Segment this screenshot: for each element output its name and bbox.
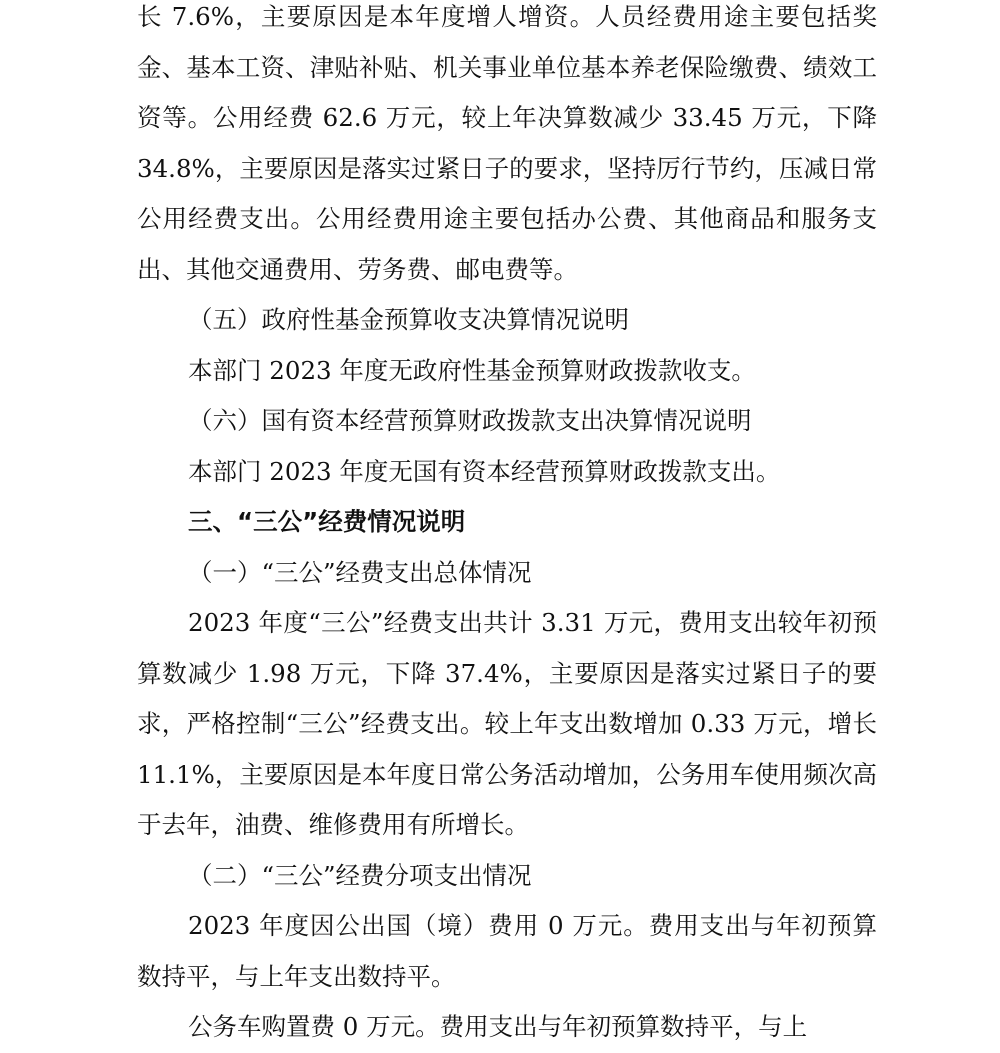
paragraph-government-fund-none: 本部门 2023 年度无政府性基金预算财政拨款收支。	[188, 355, 756, 385]
paragraph-three-public-overall: 2023 年度“三公”经费支出共计 3.31 万元，费用支出较年初预算数减少 1.98 万元，下降 37.4%，主要原因是落实过紧日子的要求，严格控制“三公”经费支出。较上年支出数增加 0.33 万元，增长 11.1%，主要原因是本年度日常公务活动增加，公务用车使用频次高于去年，油费、维修费用有所增长。	[137, 608, 877, 839]
document-body	[137, 0, 877, 1053]
heading-three-public-overall: （一）“三公”经费支出总体情况	[188, 557, 532, 587]
paragraph-personnel-and-public-expenses: 长 7.6%，主要原因是本年度增人增资。人员经费用途主要包括奖金、基本工资、津贴补贴、机关事业单位基本养老保险缴费、绩效工资等。公用经费 62.6 万元，较上年决算数减少 33.45 万元，下降 34.8%，主要原因是落实过紧日子的要求，坚持厉行节约，压减日常公用经费支出。公用经费用途主要包括办公费、其他商品和服务支出、其他交通费用、劳务费、邮电费等。	[137, 2, 877, 284]
paragraph-vehicle-purchase-expense: 公务车购置费 0 万元。费用支出与年初预算数持平，与上	[188, 1012, 808, 1041]
heading-three-public-expenses: 三、“三公”经费情况说明	[188, 507, 466, 536]
paragraph-state-capital-none: 本部门 2023 年度无国有资本经营预算财政拨款支出。	[188, 456, 781, 486]
heading-three-public-itemized: （二）“三公”经费分项支出情况	[188, 860, 532, 890]
heading-government-fund-budget: （五）政府性基金预算收支决算情况说明	[188, 305, 629, 334]
paragraph-overseas-travel-expense: 2023 年度因公出国（境）费用 0 万元。费用支出与年初预算数持平，与上年支出数持平。	[137, 911, 877, 991]
heading-state-capital-budget: （六）国有资本经营预算财政拨款支出决算情况说明	[188, 406, 752, 435]
